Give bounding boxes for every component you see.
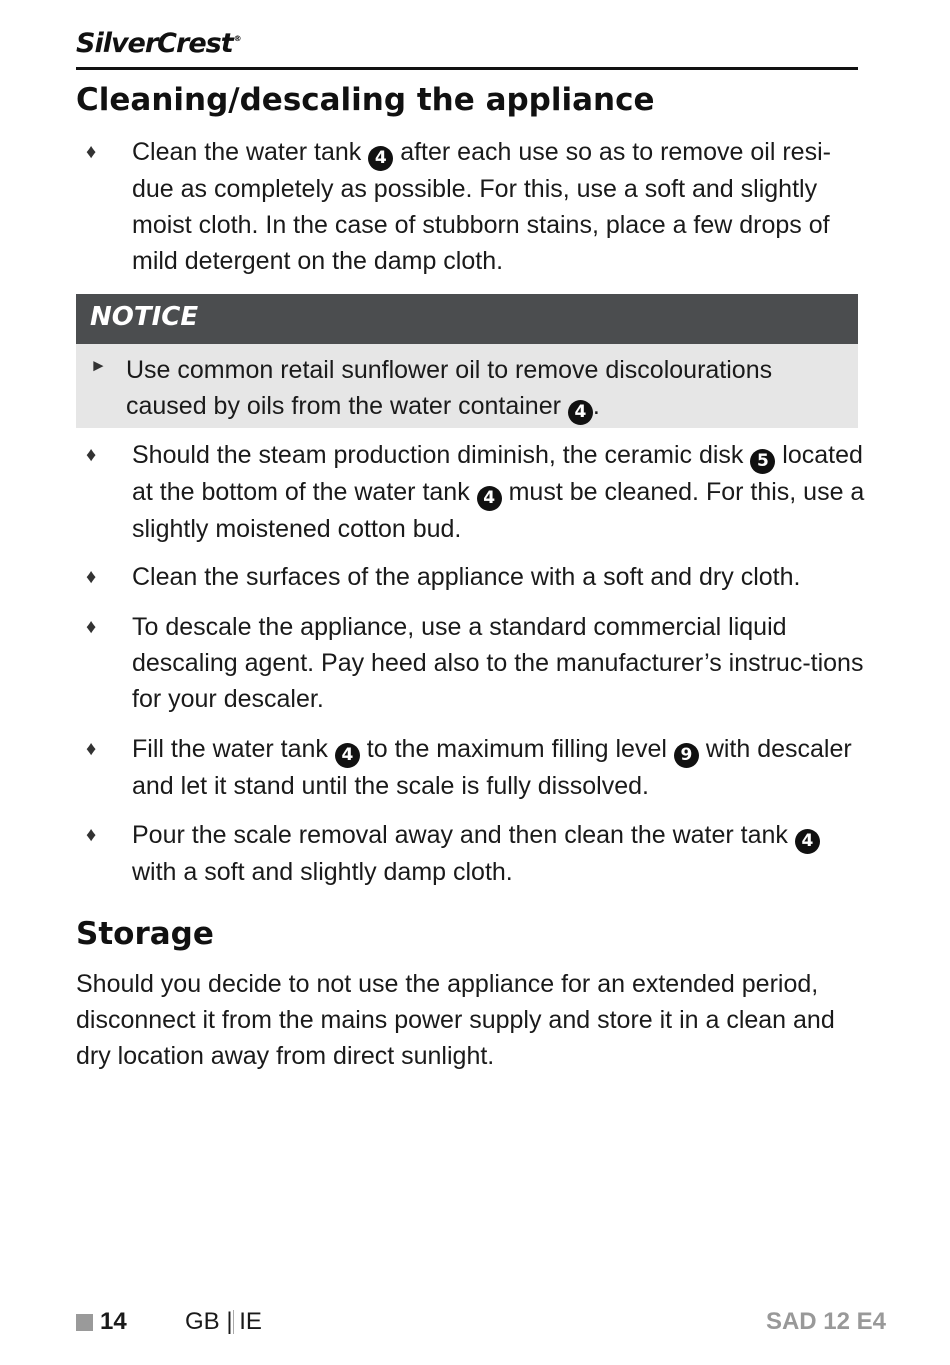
- reference-number-badge: 4: [795, 829, 820, 854]
- section-title-storage: Storage: [76, 916, 214, 952]
- page-number: 14: [100, 1308, 127, 1335]
- diamond-bullet-icon: ♦: [86, 824, 97, 846]
- list-item-text: Pour the scale removal away and then clean the water tank 4 with a soft and slightly damp cloth.: [132, 817, 866, 890]
- language-codes: GB | IE: [185, 1308, 262, 1335]
- diamond-bullet-icon: ♦: [86, 738, 97, 760]
- reference-number-badge: 4: [568, 400, 593, 425]
- list-item-text: Clean the surfaces of the appliance with a soft and dry cloth.: [132, 563, 801, 591]
- notice-text: Use common retail sunflower oil to remove discolourations caused by oils from the water container 4 .: [126, 352, 848, 425]
- list-item-text: To descale the appliance, use a standard commercial liquid descaling agent. Pay heed also to the manufacturer’s instruc-tions for your descaler.: [132, 613, 864, 713]
- header-rule: [76, 67, 858, 70]
- page-footer: [76, 1304, 886, 1340]
- list-item-text: Fill the water tank 4 to the maximum filling level 9 with descaler and let it stand until the scale is fully dissolved.: [132, 735, 852, 800]
- diamond-bullet-icon: ♦: [86, 444, 97, 466]
- page-marker-square: [76, 1314, 93, 1331]
- notice-header: [76, 294, 858, 344]
- reference-number-badge: 9: [674, 743, 699, 768]
- list-item-text: Clean the water tank 4 after each use so as to remove oil resi-due as completely as possible. For this, use a soft and slightly moist cloth. In the case of stubborn stains, place a few drops of mild detergent on the damp cloth.: [132, 138, 831, 275]
- diamond-bullet-icon: ♦: [86, 616, 97, 638]
- reference-number-badge: 4: [477, 486, 502, 511]
- diamond-bullet-icon: ♦: [86, 141, 97, 163]
- list-item-text: Should the steam production diminish, the ceramic disk 5 located at the bottom of the water tank 4 must be cleaned. For this, use a slightly moistened cotton bud.: [132, 441, 865, 543]
- reference-number-badge: 5: [750, 449, 775, 474]
- notice-title: NOTICE: [90, 302, 199, 332]
- brand-logo: [76, 28, 241, 59]
- reference-number-badge: 4: [368, 146, 393, 171]
- brand-name: SilverCrest: [76, 28, 233, 59]
- arrow-right-icon: ►: [90, 356, 107, 375]
- storage-paragraph: Should you decide to not use the appliance for an extended period, disconnect it from the mains power supply and store it in a clean and dry location away from direct sunlight.: [76, 970, 835, 1070]
- section-title-cleaning: Cleaning/descaling the appliance: [76, 82, 655, 118]
- diamond-bullet-icon: ♦: [86, 566, 97, 588]
- trademark-symbol: ®: [233, 34, 241, 43]
- reference-number-badge: 4: [335, 743, 360, 768]
- notice-body: [76, 344, 858, 428]
- model-number: SAD 12 E4: [765, 1308, 886, 1335]
